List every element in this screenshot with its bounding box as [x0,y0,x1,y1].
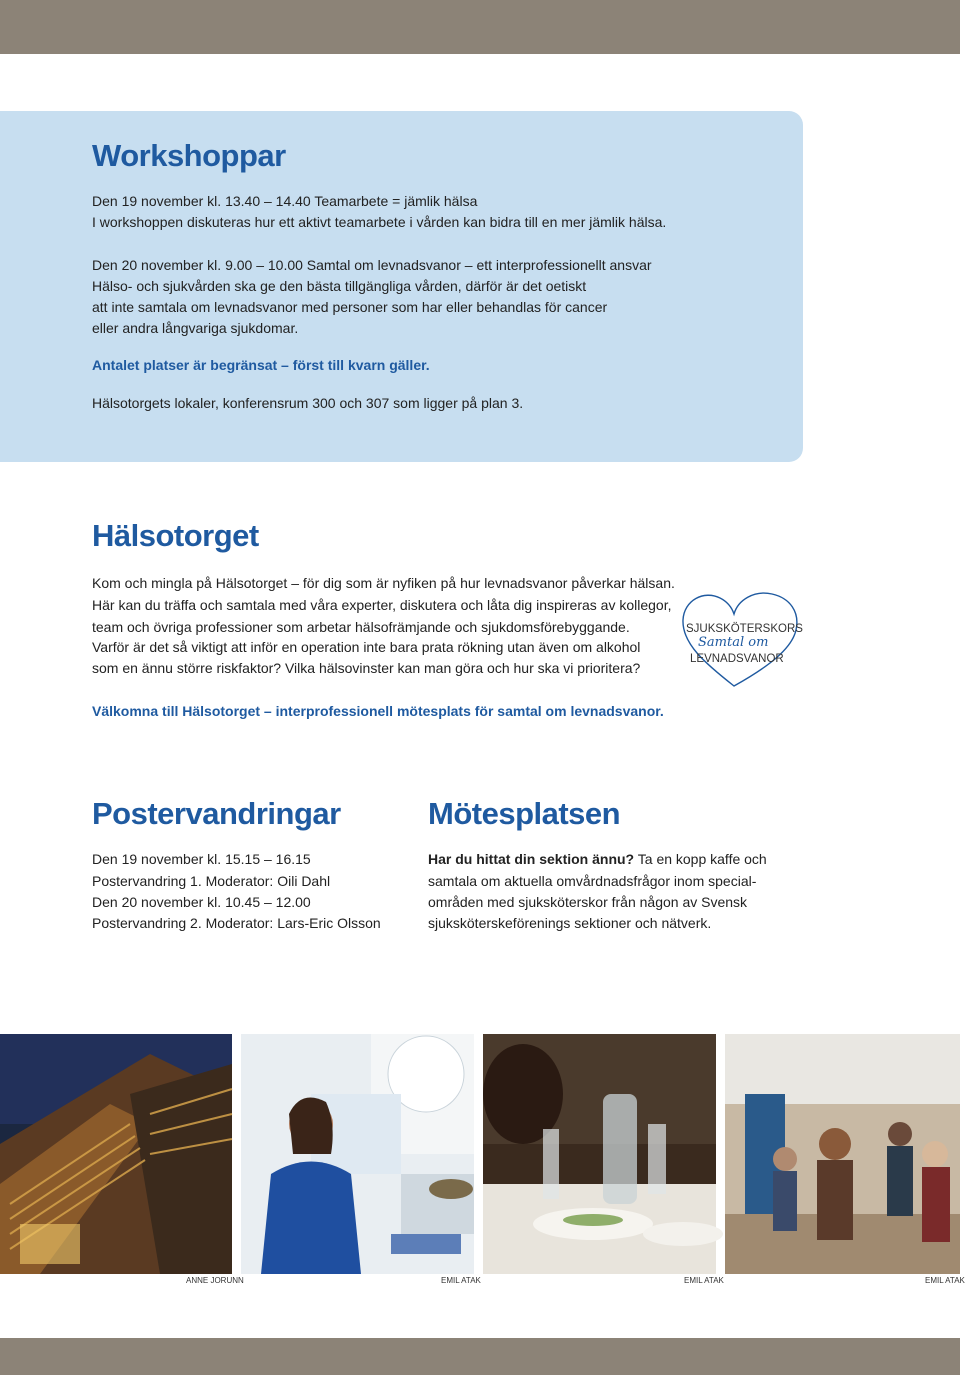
halsotorget-line-4: Varför är det så viktigt att inför en operation inte bara prata rökning utan även om alkohol [92,639,641,655]
workshop-1-desc: I workshoppen diskuteras hur ett aktivt teamarbete i vården kan bidra till en mer jämlik hälsa. [92,214,667,230]
workshop-2-title: Den 20 november kl. 9.00 – 10.00 Samtal om levnadsvanor – ett interprofessionellt ansvar [92,257,652,273]
motesplatsen-heading: Mötesplatsen [428,796,621,831]
photo-credit-1: ANNE JORUNN [186,1276,244,1285]
halsotorget-line-3: team och övriga professioner som arbetar hälsofrämjande och sjukdomsförebyggande. [92,619,630,635]
workshop-1-title: Den 19 november kl. 13.40 – 14.40 Teamarbete = jämlik hälsa [92,193,478,209]
poster-line-2: Postervandring 1. Moderator: Oili Dahl [92,873,331,889]
photo-building-night [0,1034,232,1274]
photo-dinner-table [483,1034,716,1274]
workshop-2-desc-2: att inte samtala om levnadsvanor med personer som har eller behandlas för cancer [92,299,608,315]
motesplatsen-line-1-rest: Ta en kopp kaffe och [634,851,767,867]
top-band [0,0,960,54]
poster-line-3: Den 20 november kl. 10.45 – 12.00 [92,894,311,910]
workshop-2-desc-1: Hälso- och sjukvården ska ge den bästa tillgängliga vården, därför är det oetiskt [92,278,587,294]
logo-line-3: LEVNADSVANOR [690,653,784,665]
halsotorget-welcome: Välkomna till Hälsotorget – interprofessionell mötesplats för samtal om levnadsvanor. [92,703,664,719]
poster-line-4: Postervandring 2. Moderator: Lars-Eric Olsson [92,915,381,931]
motesplatsen-line-2: samtala om aktuella omvårdnadsfrågor inom special- [428,873,757,889]
workshops-notice: Antalet platser är begränsat – först till kvarn gäller. [92,357,430,373]
motesplatsen-line-1 [428,849,767,870]
halsotorget-heading: Hälsotorget [92,518,259,553]
photo-credit-3: EMIL ATAK [684,1276,724,1285]
halsotorget-line-1: Kom och mingla på Hälsotorget – för dig som är nyfiken på hur levnadsvanor påverkar hälsan. [92,575,675,591]
motesplatsen-line-4: sjuksköterskeförenings sektioner och nätverk. [428,915,712,931]
photo-conference-crowd [725,1034,960,1274]
workshops-heading: Workshoppar [92,138,286,173]
halsotorget-line-5: som en ännu större riskfaktor? Vilka hälsovinster kan man göra och hur ska vi prioritera? [92,660,641,676]
workshops-location: Hälsotorgets lokaler, konferensrum 300 och 307 som ligger på plan 3. [92,395,524,411]
motesplatsen-lead: Har du hittat din sektion ännu? [428,851,635,867]
photo-woman-smiling [241,1034,474,1274]
samtal-om-levnadsvanor-logo [676,586,806,690]
poster-line-1: Den 19 november kl. 15.15 – 16.15 [92,851,311,867]
postervandringar-heading: Postervandringar [92,796,341,831]
logo-line-1: SJUKSKÖTERSKORS [686,623,803,635]
bottom-band [0,1338,960,1375]
photo-credit-4: EMIL ATAK [925,1276,965,1285]
halsotorget-line-2: Här kan du träffa och samtala med våra experter, diskutera och låta dig inspireras av kollegor, [92,597,672,613]
logo-line-2: Samtal om [698,635,769,650]
photo-credit-2: EMIL ATAK [441,1276,481,1285]
workshop-2-desc-3: eller andra långvariga sjukdomar. [92,320,299,336]
motesplatsen-line-3: områden med sjuksköterskor från någon av Svensk [428,894,748,910]
